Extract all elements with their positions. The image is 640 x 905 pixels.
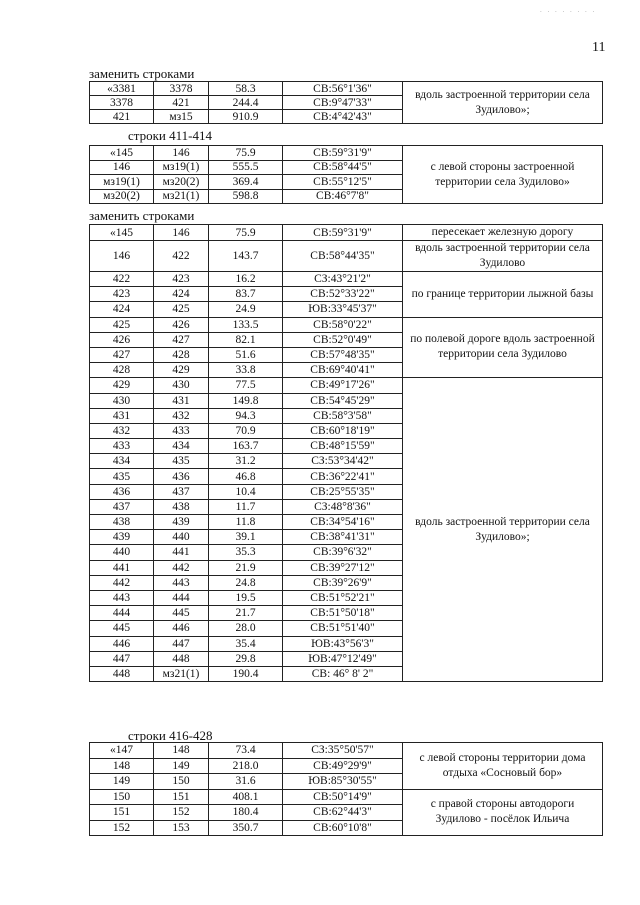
from-point-cell: 446 <box>90 636 154 651</box>
table-row <box>90 317 603 332</box>
to-point-cell: 424 <box>154 287 209 302</box>
to-point-cell: 423 <box>154 272 209 287</box>
from-point-cell: 430 <box>90 393 154 408</box>
from-point-cell: 437 <box>90 499 154 514</box>
length-cell: 16.2 <box>209 272 283 287</box>
description-cell: по границе территории лыжной базы <box>403 272 603 318</box>
to-point-cell: 427 <box>154 332 209 347</box>
to-point-cell: 429 <box>154 363 209 378</box>
from-point-cell: 152 <box>90 820 154 836</box>
length-cell: 369.4 <box>209 175 283 190</box>
bearing-cell: СЗ:48°8'36" <box>283 499 403 514</box>
bearing-cell: СВ:39°26'9" <box>283 575 403 590</box>
table-row <box>90 272 603 287</box>
from-point-cell: 442 <box>90 575 154 590</box>
length-cell: 21.7 <box>209 606 283 621</box>
length-cell: 350.7 <box>209 820 283 836</box>
bearing-cell: СВ:57°48'35" <box>283 347 403 362</box>
description-cell: с левой стороны территории дома отдыха «Сосновый бор» <box>403 743 603 790</box>
from-point-cell: 440 <box>90 545 154 560</box>
length-cell: 190.4 <box>209 666 283 681</box>
description-cell: с правой стороны автодороги Зудилово - посёлок Ильича <box>403 789 603 836</box>
boundary-table <box>89 742 603 836</box>
to-point-cell: 432 <box>154 408 209 423</box>
length-cell: 82.1 <box>209 332 283 347</box>
from-point-cell: 432 <box>90 423 154 438</box>
to-point-cell: 441 <box>154 545 209 560</box>
bearing-cell: СВ:56°1'36" <box>283 82 403 96</box>
length-cell: 31.6 <box>209 774 283 790</box>
to-point-cell: 422 <box>154 241 209 272</box>
to-point-cell: 426 <box>154 317 209 332</box>
bearing-cell: СВ:9°47'33" <box>283 96 403 110</box>
to-point-cell: мз21(1) <box>154 189 209 204</box>
from-point-cell: 436 <box>90 484 154 499</box>
from-point-cell: 427 <box>90 347 154 362</box>
to-point-cell: 3378 <box>154 82 209 96</box>
from-point-cell: 441 <box>90 560 154 575</box>
bearing-cell: СВ:49°29'9" <box>283 758 403 774</box>
from-point-cell: 424 <box>90 302 154 317</box>
to-point-cell: мз15 <box>154 110 209 124</box>
bearing-cell: СВ:59°31'9" <box>283 146 403 161</box>
to-point-cell: 433 <box>154 423 209 438</box>
bearing-cell: СВ:52°33'22" <box>283 287 403 302</box>
bearing-cell: СВ:60°10'8" <box>283 820 403 836</box>
to-point-cell: 149 <box>154 758 209 774</box>
length-cell: 133.5 <box>209 317 283 332</box>
length-cell: 24.8 <box>209 575 283 590</box>
bearing-cell: СВ:48°15'59" <box>283 439 403 454</box>
to-point-cell: 151 <box>154 789 209 805</box>
section-heading: заменить строками <box>89 66 195 81</box>
length-cell: 143.7 <box>209 241 283 272</box>
description-cell: пересекает железную дорогу <box>403 225 603 241</box>
length-cell: 33.8 <box>209 363 283 378</box>
to-point-cell: 153 <box>154 820 209 836</box>
table-row <box>90 225 603 241</box>
bearing-cell: СВ:69°40'41" <box>283 363 403 378</box>
to-point-cell: 431 <box>154 393 209 408</box>
length-cell: 21.9 <box>209 560 283 575</box>
from-point-cell: мз20(2) <box>90 189 154 204</box>
to-point-cell: 434 <box>154 439 209 454</box>
bearing-cell: СВ:25°55'35" <box>283 484 403 499</box>
bearing-cell: СВ:39°27'12" <box>283 560 403 575</box>
from-point-cell: мз19(1) <box>90 175 154 190</box>
from-point-cell: 150 <box>90 789 154 805</box>
bearing-cell: СВ:46°7'8" <box>283 189 403 204</box>
section-heading: строки 411-414 <box>128 128 212 143</box>
table-row <box>90 378 603 393</box>
bearing-cell: СВ:60°18'19" <box>283 423 403 438</box>
from-point-cell: 431 <box>90 408 154 423</box>
length-cell: 73.4 <box>209 743 283 759</box>
length-cell: 149.8 <box>209 393 283 408</box>
from-point-cell: 425 <box>90 317 154 332</box>
to-point-cell: 448 <box>154 651 209 666</box>
description-cell: вдоль застроенной территории села Зудилово»; <box>403 378 603 682</box>
from-point-cell: 429 <box>90 378 154 393</box>
bearing-cell: СВ: 46° 8' 2" <box>283 666 403 681</box>
to-point-cell: 442 <box>154 560 209 575</box>
bearing-cell: СВ:36°22'41" <box>283 469 403 484</box>
length-cell: 24.9 <box>209 302 283 317</box>
length-cell: 46.8 <box>209 469 283 484</box>
to-point-cell: 428 <box>154 347 209 362</box>
from-point-cell: 426 <box>90 332 154 347</box>
from-point-cell: 435 <box>90 469 154 484</box>
bearing-cell: ЮВ:47°12'49" <box>283 651 403 666</box>
length-cell: 83.7 <box>209 287 283 302</box>
bearing-cell: СВ:49°17'26" <box>283 378 403 393</box>
length-cell: 39.1 <box>209 530 283 545</box>
length-cell: 58.3 <box>209 82 283 96</box>
to-point-cell: 425 <box>154 302 209 317</box>
from-point-cell: 149 <box>90 774 154 790</box>
bearing-cell: ЮВ:85°30'55" <box>283 774 403 790</box>
from-point-cell: 447 <box>90 651 154 666</box>
bearing-cell: ЮВ:33°45'37" <box>283 302 403 317</box>
to-point-cell: 146 <box>154 146 209 161</box>
bearing-cell: СВ:58°44'5" <box>283 160 403 175</box>
from-point-cell: 148 <box>90 758 154 774</box>
bearing-cell: СВ:38°41'31" <box>283 530 403 545</box>
boundary-table <box>89 145 603 204</box>
bearing-cell: СВ:55°12'5" <box>283 175 403 190</box>
from-point-cell: 428 <box>90 363 154 378</box>
description-cell: вдоль застроенной территории села Зудилово <box>403 241 603 272</box>
page-number: 11 <box>592 40 606 55</box>
table-row <box>90 82 603 96</box>
length-cell: 11.7 <box>209 499 283 514</box>
length-cell: 408.1 <box>209 789 283 805</box>
to-point-cell: мз21(1) <box>154 666 209 681</box>
length-cell: 11.8 <box>209 515 283 530</box>
scan-marks: . . . . . . . . <box>540 6 597 14</box>
from-point-cell: «3381 <box>90 82 154 96</box>
table-row <box>90 241 603 272</box>
length-cell: 163.7 <box>209 439 283 454</box>
to-point-cell: 443 <box>154 575 209 590</box>
to-point-cell: 447 <box>154 636 209 651</box>
to-point-cell: 152 <box>154 805 209 821</box>
to-point-cell: 436 <box>154 469 209 484</box>
to-point-cell: мз20(2) <box>154 175 209 190</box>
from-point-cell: 3378 <box>90 96 154 110</box>
from-point-cell: 448 <box>90 666 154 681</box>
to-point-cell: 444 <box>154 590 209 605</box>
bearing-cell: СВ:59°31'9" <box>283 225 403 241</box>
length-cell: 555.5 <box>209 160 283 175</box>
length-cell: 29.8 <box>209 651 283 666</box>
length-cell: 910.9 <box>209 110 283 124</box>
table-row <box>90 146 603 161</box>
length-cell: 77.5 <box>209 378 283 393</box>
from-point-cell: 151 <box>90 805 154 821</box>
length-cell: 19.5 <box>209 590 283 605</box>
length-cell: 35.4 <box>209 636 283 651</box>
to-point-cell: 440 <box>154 530 209 545</box>
section-heading: строки 416-428 <box>128 728 213 743</box>
from-point-cell: 445 <box>90 621 154 636</box>
to-point-cell: 438 <box>154 499 209 514</box>
bearing-cell: СВ:54°45'29" <box>283 393 403 408</box>
to-point-cell: 439 <box>154 515 209 530</box>
bearing-cell: СВ:58°44'35" <box>283 241 403 272</box>
length-cell: 218.0 <box>209 758 283 774</box>
bearing-cell: СЗ:53°34'42" <box>283 454 403 469</box>
bearing-cell: СВ:34°54'16" <box>283 515 403 530</box>
to-point-cell: 421 <box>154 96 209 110</box>
from-point-cell: «145 <box>90 146 154 161</box>
length-cell: 598.8 <box>209 189 283 204</box>
from-point-cell: 443 <box>90 590 154 605</box>
length-cell: 70.9 <box>209 423 283 438</box>
bearing-cell: СВ:39°6'32" <box>283 545 403 560</box>
to-point-cell: 445 <box>154 606 209 621</box>
length-cell: 180.4 <box>209 805 283 821</box>
to-point-cell: 437 <box>154 484 209 499</box>
bearing-cell: СЗ:35°50'57" <box>283 743 403 759</box>
to-point-cell: мз19(1) <box>154 160 209 175</box>
bearing-cell: СВ:58°3'58" <box>283 408 403 423</box>
description-cell: по полевой дороге вдоль застроенной территории села Зудилово <box>403 317 603 378</box>
from-point-cell: 444 <box>90 606 154 621</box>
bearing-cell: СВ:51°52'21" <box>283 590 403 605</box>
length-cell: 51.6 <box>209 347 283 362</box>
length-cell: 10.4 <box>209 484 283 499</box>
to-point-cell: 430 <box>154 378 209 393</box>
from-point-cell: 146 <box>90 241 154 272</box>
to-point-cell: 446 <box>154 621 209 636</box>
bearing-cell: СВ:50°14'9" <box>283 789 403 805</box>
length-cell: 75.9 <box>209 225 283 241</box>
to-point-cell: 435 <box>154 454 209 469</box>
bearing-cell: СВ:62°44'3" <box>283 805 403 821</box>
bearing-cell: СВ:58°0'22" <box>283 317 403 332</box>
from-point-cell: 146 <box>90 160 154 175</box>
boundary-table <box>89 224 603 682</box>
length-cell: 75.9 <box>209 146 283 161</box>
from-point-cell: 439 <box>90 530 154 545</box>
from-point-cell: 422 <box>90 272 154 287</box>
bearing-cell: СВ:52°0'49" <box>283 332 403 347</box>
section-heading: заменить строками <box>89 208 195 223</box>
bearing-cell: СЗ:43°21'2" <box>283 272 403 287</box>
from-point-cell: 421 <box>90 110 154 124</box>
from-point-cell: «145 <box>90 225 154 241</box>
to-point-cell: 148 <box>154 743 209 759</box>
from-point-cell: 438 <box>90 515 154 530</box>
bearing-cell: СВ:51°50'18" <box>283 606 403 621</box>
from-point-cell: 433 <box>90 439 154 454</box>
to-point-cell: 150 <box>154 774 209 790</box>
description-cell: с левой стороны застроенной территории села Зудилово» <box>403 146 603 204</box>
to-point-cell: 146 <box>154 225 209 241</box>
from-point-cell: 423 <box>90 287 154 302</box>
table-row <box>90 789 603 805</box>
bearing-cell: ЮВ:43°56'3" <box>283 636 403 651</box>
length-cell: 31.2 <box>209 454 283 469</box>
table-row <box>90 743 603 759</box>
bearing-cell: СВ:4°42'43" <box>283 110 403 124</box>
boundary-table <box>89 81 603 124</box>
length-cell: 94.3 <box>209 408 283 423</box>
length-cell: 28.0 <box>209 621 283 636</box>
from-point-cell: 434 <box>90 454 154 469</box>
bearing-cell: СВ:51°51'40" <box>283 621 403 636</box>
from-point-cell: «147 <box>90 743 154 759</box>
length-cell: 35.3 <box>209 545 283 560</box>
length-cell: 244.4 <box>209 96 283 110</box>
description-cell: вдоль застроенной территории села Зудилово»; <box>403 82 603 124</box>
